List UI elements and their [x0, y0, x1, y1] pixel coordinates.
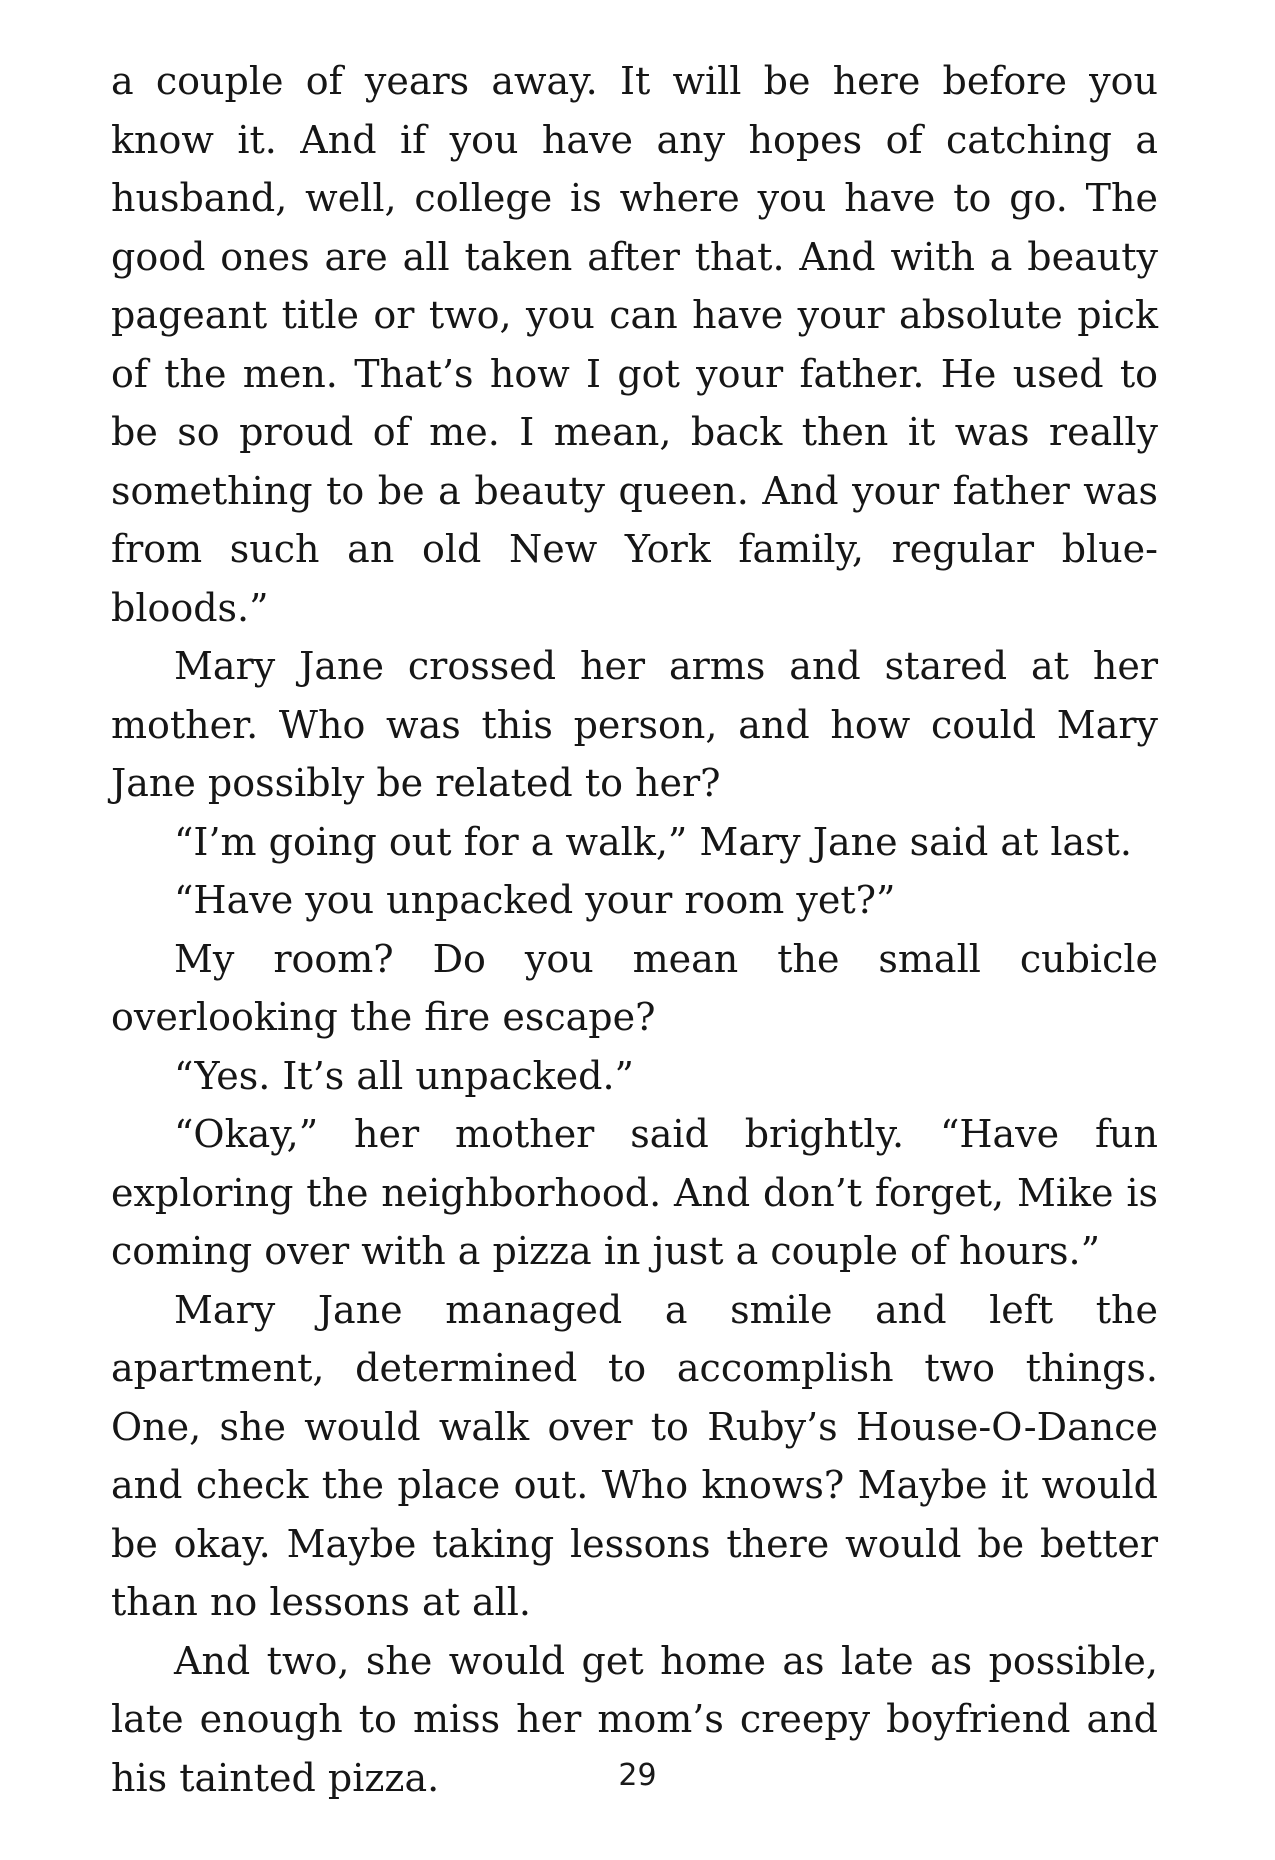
- paragraph: “Have you unpacked your room yet?”: [174, 878, 896, 922]
- paragraph-continuation: a couple of years away. It will be here before you know it. And if you have any hopes of catching a husband, well, college is where you have to go. The good ones are all taken after that. And with a beauty pageant title or two, you can have your absolute pick of the men. That’s how I got your father. He used to be so proud of me. I mean, back then it was really something to be a beauty queen. And your father was from such an old New York family, regular blue-bloods.”: [111, 59, 1158, 630]
- page-body: [111, 52, 1158, 1807]
- paragraph: My room? Do you mean the small cubicle overlooking the fire escape?: [111, 936, 1158, 1039]
- paragraph: “I’m going out for a walk,” Mary Jane said at last.: [174, 819, 1133, 864]
- paragraph: “Yes. It’s all unpacked.”: [174, 1053, 634, 1098]
- paragraph: Mary Jane crossed her arms and stared at her mother. Who was this person, and how could Mary Jane possibly be related to her?: [111, 644, 1158, 805]
- page-number: 29: [618, 1758, 657, 1793]
- paragraph: Mary Jane managed a smile and left the apartment, determined to accomplish two things. One, she would walk over to Ruby’s House-O-Dance and check the place out. Who knows? Maybe it would be okay. Maybe taking lessons there would be better than no lessons at all.: [111, 1287, 1158, 1624]
- paragraph: “Okay,” her mother said brightly. “Have fun exploring the neighborhood. And don’t forget, Mike is coming over with a pizza in just a couple of hours.”: [111, 1112, 1158, 1273]
- paragraph: And two, she would get home as late as possible, late enough to miss her mom’s creepy boyfriend and his tainted pizza.: [111, 1638, 1158, 1800]
